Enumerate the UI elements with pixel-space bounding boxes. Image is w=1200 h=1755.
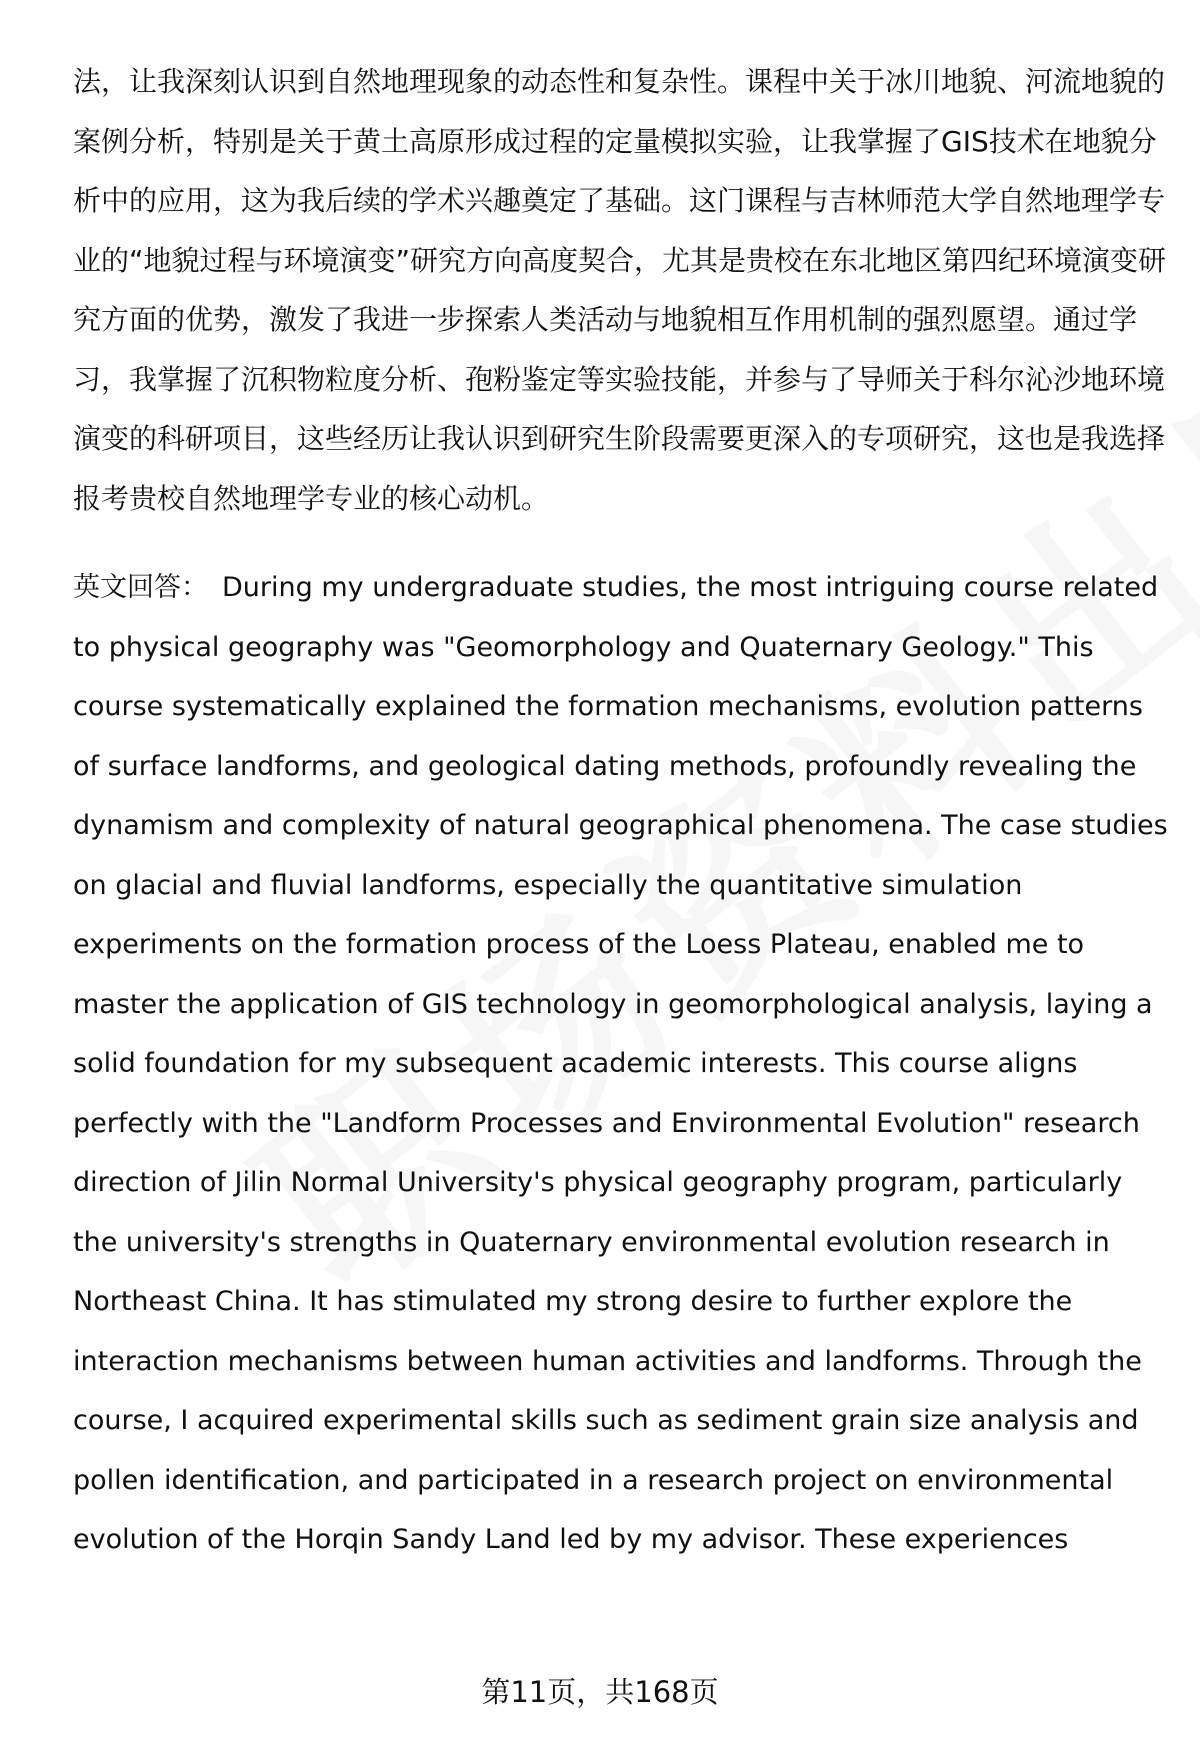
english-answer-text: During my undergraduate studies, the most intriguing course related to physical geography was "Geomorphology and Quaternary Geology." This course systematically explained the formation mechanisms, evolution patterns of surface landforms, and geological dating methods, profoundly revealing the dynamism and complexity of natural geographical phenomena. The case studies on glacial and fluvial landforms, especially the quantitative simulation experiments on the formation process of the Loess Plateau, enabled me to master the application of GIS technology in geomorphological analysis, laying a solid foundation for my subsequent academic interests. This course aligns perfectly with the "Landform Processes and Environmental Evolution" research direction of Jilin Normal University's physical geography program, particularly the university's strengths in Quaternary environmental evolution research in Northeast China. It has stimulated my strong desire to further explore the interaction mechanisms between human activities and landforms. Through the course, I acquired experimental skills such as sediment grain size analysis and pollen identification, and participated in a research project on environmental evolution of the Horqin Sandy Land led by my advisor. These experiences (73, 572, 1168, 1555)
page-number-footer: 第11页，共168页 (481, 1675, 719, 1709)
english-answer-paragraph (73, 558, 1168, 1570)
chinese-answer-paragraph: 法，让我深刻认识到自然地理现象的动态性和复杂性。课程中关于冰川地貌、河流地貌的案例分析，特别是关于黄土高原形成过程的定量模拟实验，让我掌握了GIS技术在地貌分析中的应用，这为我后续的学术兴趣奠定了基础。这门课程与吉林师范大学自然地理学专业的“地貌过程与环境演变”研究方向高度契合，尤其是贵校在东北地区第四纪环境演变研究方面的优势，激发了我进一步探索人类活动与地貌相互作用机制的强烈愿望。通过学习，我掌握了沉积物粒度分析、孢粉鉴定等实验技能，并参与了导师关于科尔沁沙地环境演变的科研项目，这些经历让我认识到研究生阶段需要更深入的专项研究，这也是我选择报考贵校自然地理学专业的核心动机。 (73, 65, 1167, 515)
document-content (73, 52, 1168, 1570)
english-answer-label: 英文回答： (73, 572, 208, 603)
